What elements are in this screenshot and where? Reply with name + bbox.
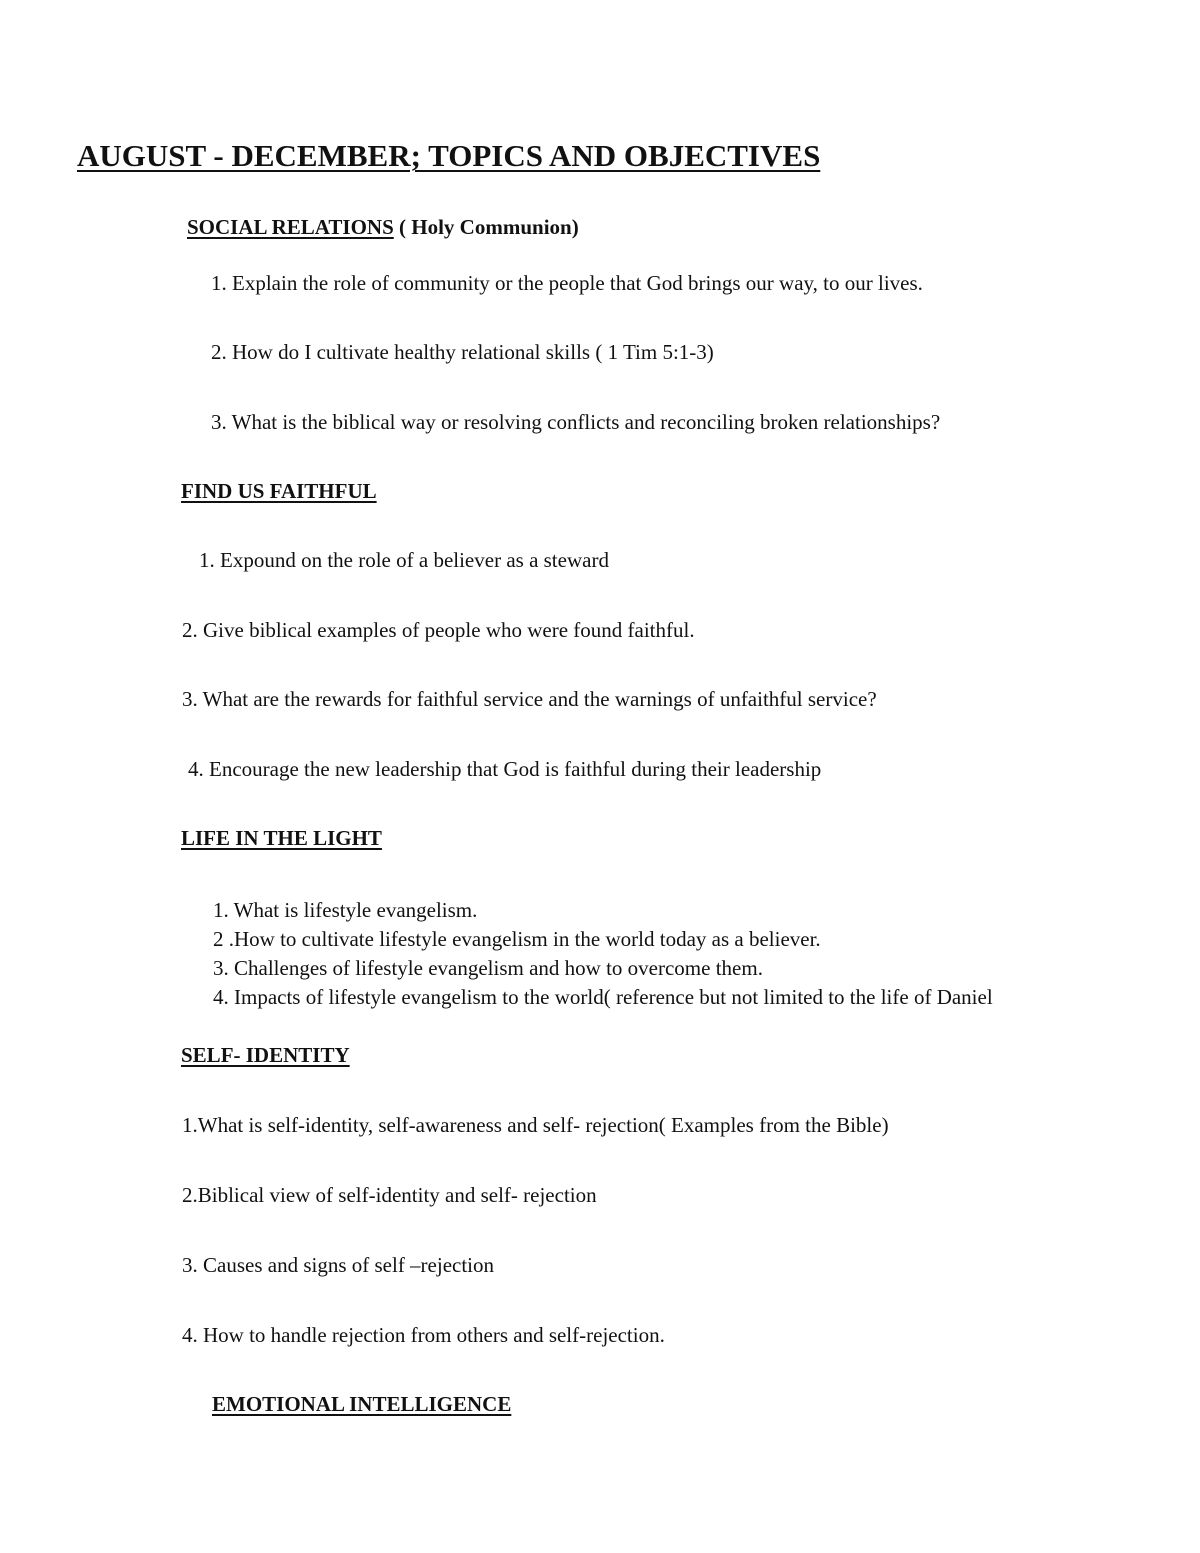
list-item: 3. What is the biblical way or resolving conflicts and reconciling broken relationships?	[211, 410, 941, 434]
list-item: 1. What is lifestyle evangelism.	[213, 898, 478, 922]
list-item: 2.Biblical view of self-identity and self- rejection	[182, 1183, 597, 1207]
section-heading-find-us-faithful	[181, 481, 377, 502]
list-item: 2. How do I cultivate healthy relational skills ( 1 Tim 5:1-3)	[211, 340, 714, 364]
section-heading-social-relations	[187, 217, 579, 238]
section-heading-suffix: ( Holy Communion)	[393, 215, 579, 239]
list-item: 2. Give biblical examples of people who were found faithful.	[182, 618, 695, 642]
list-item: 3. Causes and signs of self –rejection	[182, 1253, 495, 1277]
section-heading-life-in-the-light	[181, 828, 382, 849]
list-item: 1. Explain the role of community or the people that God brings our way, to our lives.	[211, 271, 923, 295]
page-title: AUGUST - DECEMBER; TOPICS AND OBJECTIVES	[77, 138, 821, 173]
section-heading-self-identity	[181, 1045, 350, 1066]
section-heading-label: SOCIAL RELATIONS	[187, 215, 394, 239]
list-item: 3. Challenges of lifestyle evangelism and how to overcome them.	[213, 956, 763, 980]
section-heading-label: LIFE IN THE LIGHT	[181, 826, 382, 850]
list-item: 4. Impacts of lifestyle evangelism to the world( reference but not limited to the life of Daniel	[213, 985, 993, 1009]
list-item: 4. How to handle rejection from others and self-rejection.	[182, 1323, 665, 1347]
list-item: 1. Expound on the role of a believer as a steward	[199, 548, 609, 572]
section-heading-emotional-intelligence	[212, 1394, 511, 1415]
section-heading-label: EMOTIONAL INTELLIGENCE	[212, 1392, 512, 1416]
list-item: 2 .How to cultivate lifestyle evangelism in the world today as a believer.	[213, 927, 821, 951]
list-item: 4. Encourage the new leadership that God is faithful during their leadership	[188, 757, 822, 781]
list-item: 3. What are the rewards for faithful service and the warnings of unfaithful service?	[182, 687, 877, 711]
section-heading-label: FIND US FAITHFUL	[181, 479, 377, 503]
section-heading-label: SELF- IDENTITY	[181, 1043, 350, 1067]
list-item: 1.What is self-identity, self-awareness and self- rejection( Examples from the Bible)	[182, 1113, 889, 1137]
